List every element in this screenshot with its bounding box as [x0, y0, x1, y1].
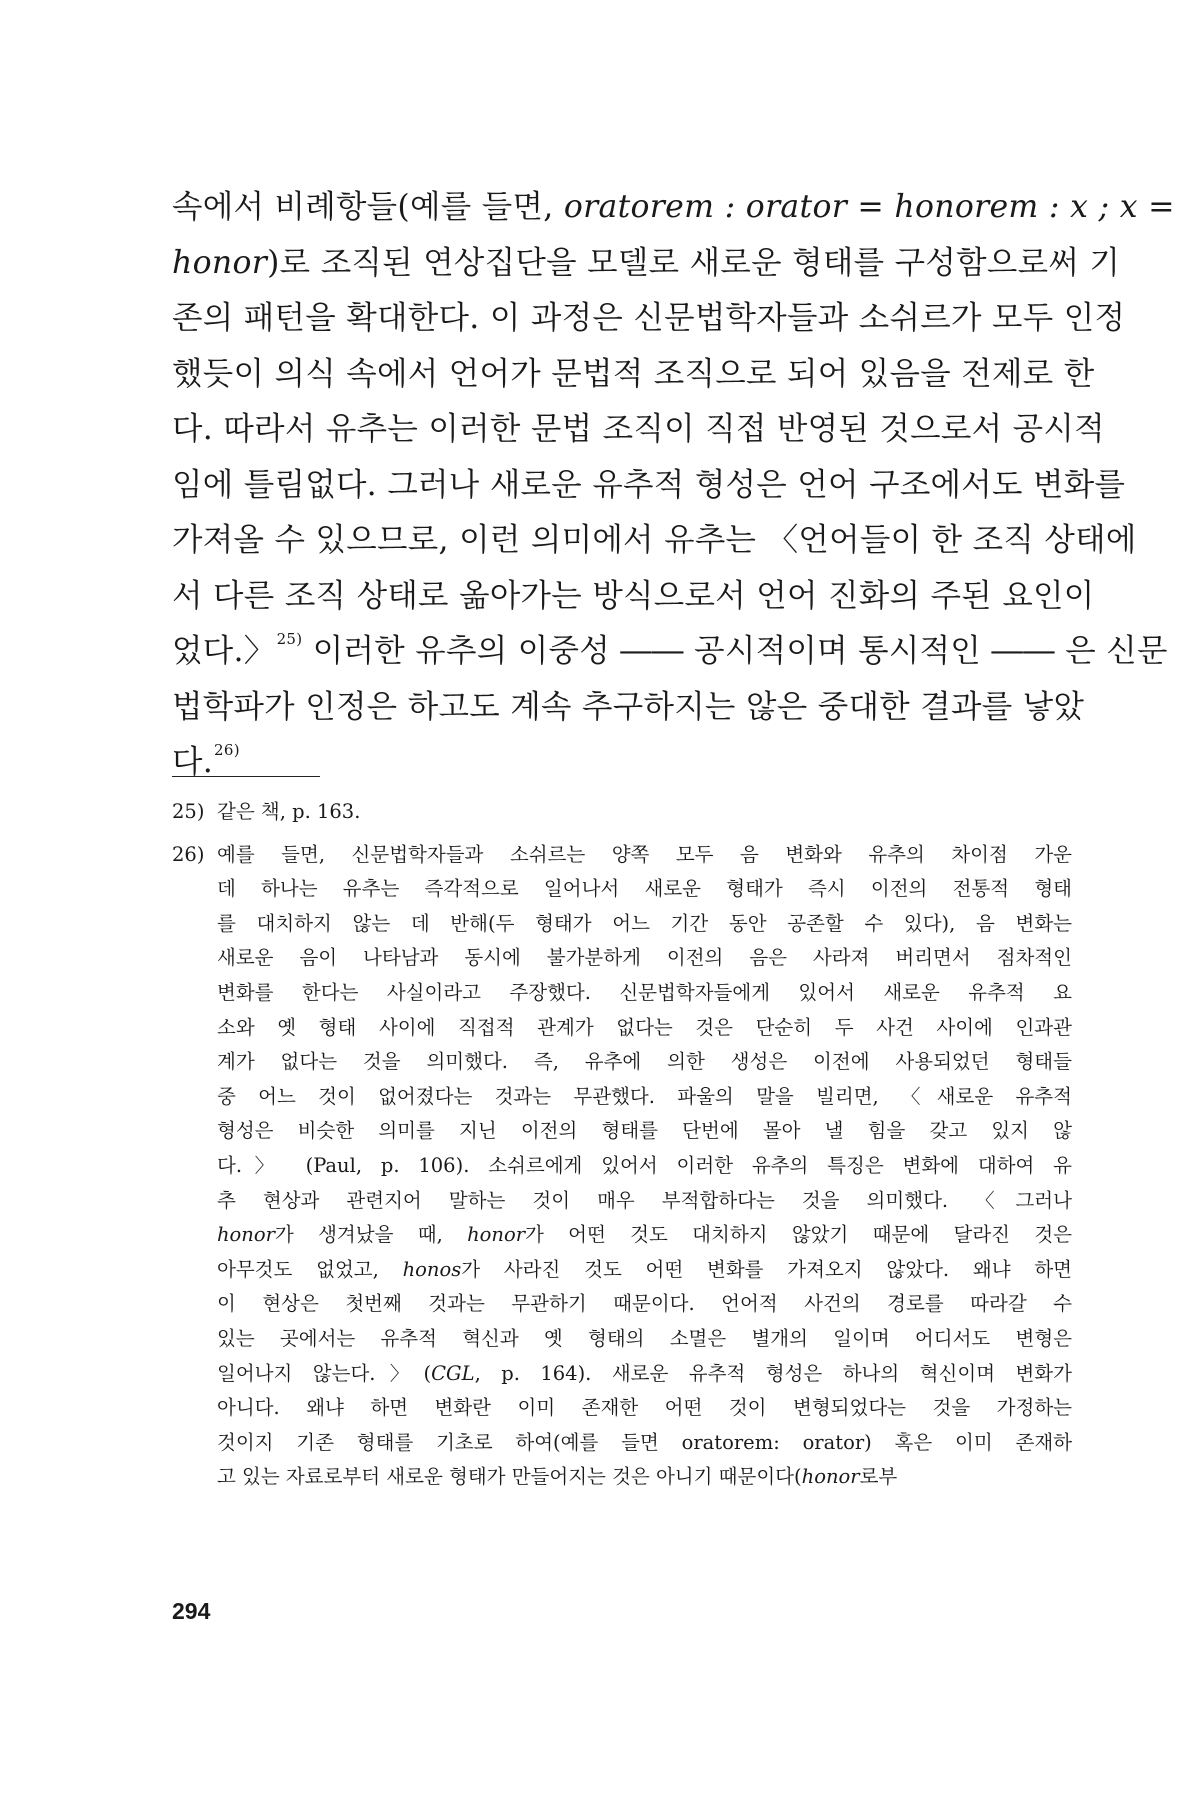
body-line: 존의 패턴을 확대한다. 이 과정은 신문법학자들과 소쉬르가 모두 인정 — [172, 300, 1126, 336]
footnote-line: 데 하나는 유추는 즉각적으로 일어나서 새로운 형태가 즉시 이전의 전통적 형태 — [217, 877, 1072, 901]
footnote-line: 일어나지 않는다.〉(CGL, p. 164). 새로운 유추적 형성은 하나의 혁신이며 변화가 — [217, 1361, 1072, 1385]
body-line: 법학파가 인정은 하고도 계속 추구하지는 않은 중대한 결과를 낳았 — [172, 688, 1085, 725]
body-line: 다. 따라서 유추는 이러한 문법 조직이 직접 반영된 것으로서 공시적 — [172, 411, 1105, 447]
body-line: 가져올 수 있으므로, 이런 의미에서 유추는 〈언어들이 한 조직 상태에 — [172, 522, 1137, 558]
footnote-line: 있는 곳에서는 유추적 혁신과 옛 형태의 소멸은 별개의 일이며 어디서도 변형은 — [217, 1326, 1072, 1350]
footnote-line: 이 현상은 첫번째 것과는 무관하기 때문이다. 언어적 사건의 경로를 따라갈 수 — [217, 1292, 1072, 1316]
footnote-line: 것이지 기존 형태를 기초로 하여(예를 들면 oratorem: orator) 혹은 이미 존재하 — [217, 1430, 1072, 1454]
footnote-line: 형성은 비슷한 의미를 지닌 이전의 형태를 단번에 몰아 낼 힘을 갖고 있지 않 — [217, 1119, 1072, 1143]
body-line: 했듯이 의식 속에서 언어가 문법적 조직으로 되어 있음을 전제로 한 — [172, 355, 1095, 392]
footnote-line: 고 있는 자료로부터 새로운 형태가 만들어지는 것은 아니기 때문이다(honor로부 — [217, 1465, 898, 1489]
footnote-line: 추 현상과 관련지어 말하는 것이 매우 부적합하다는 것을 의미했다. 〈그러나 — [217, 1188, 1072, 1212]
footnote-number: 25) — [172, 800, 205, 823]
footnote-line: 를 대치하지 않는 데 반해(두 형태가 어느 기간 동안 공존할 수 있다), 음 변화는 — [217, 911, 1072, 935]
body-line: 었다.〉$^{25)}$ 이러한 유추의 이중성 ―― 공시적이며 통시적인 ―― 은 신문 — [172, 629, 1168, 669]
footnote-line: 다.〉 (Paul, p. 106). 소쉬르에게 있어서 이러한 유추의 특징은 변화에 대하여 유 — [217, 1153, 1072, 1177]
footnote-number: 26) — [172, 842, 205, 866]
body-line: 다.$^{26)}$ — [172, 740, 240, 780]
footnote-line: 예를 들면, 신문법학자들과 소쉬르는 양쪽 모두 음 변화와 유추의 차이점 가운 — [217, 842, 1072, 866]
footnote-gap — [172, 830, 1072, 838]
body-line: honor)로 조직된 연상집단을 모델로 새로운 형태를 구성함으로써 기 — [172, 244, 1121, 281]
body-text — [172, 180, 1175, 791]
footnote — [172, 795, 1072, 830]
footnote-line: 계가 없다는 것을 의미했다. 즉, 유추에 의한 생성은 이전에 사용되었던 형태들 — [217, 1050, 1072, 1074]
body-line: 속에서 비례항들(예를 들면, oratorem : orator = honorem : x ; x = — [172, 189, 1175, 225]
footnote-line: 아무것도 없었고, honos가 사라진 것도 어떤 변화를 가져오지 않았다. 왜냐 하면 — [217, 1257, 1072, 1281]
footnote-line: 변화를 한다는 사실이라고 주장했다. 신문법학자들에게 있어서 새로운 유추적 요 — [217, 980, 1072, 1004]
footnotes — [172, 795, 1072, 1495]
footnote-line: 소와 옛 형태 사이에 직접적 관계가 없다는 것은 단순히 두 사건 사이에 인과관 — [217, 1015, 1072, 1039]
footnote-line: 같은 책, p. 163. — [217, 800, 361, 823]
footnote-line: 중 어느 것이 없어졌다는 것과는 무관했다. 파울의 말을 빌리면, 〈새로운 유추적 — [217, 1084, 1072, 1108]
body-line: 임에 틀림없다. 그러나 새로운 유추적 형성은 언어 구조에서도 변화를 — [172, 466, 1126, 503]
footnote-separator — [172, 776, 320, 777]
footnote-line: honor가 생겨났을 때, honor가 어떤 것도 대치하지 않았기 때문에 달라진 것은 — [217, 1223, 1072, 1247]
footnote-line: 새로운 음이 나타남과 동시에 불가분하게 이전의 음은 사라져 버리면서 점차적인 — [217, 946, 1072, 970]
page-number: 294 — [172, 1598, 211, 1624]
footnote-line: 아니다. 왜냐 하면 변화란 이미 존재한 어떤 것이 변형되었다는 것을 가정하는 — [217, 1396, 1072, 1420]
body-line: 서 다른 조직 상태로 옮아가는 방식으로서 언어 진화의 주된 요인이 — [172, 577, 1095, 614]
footnote — [172, 838, 1072, 1495]
